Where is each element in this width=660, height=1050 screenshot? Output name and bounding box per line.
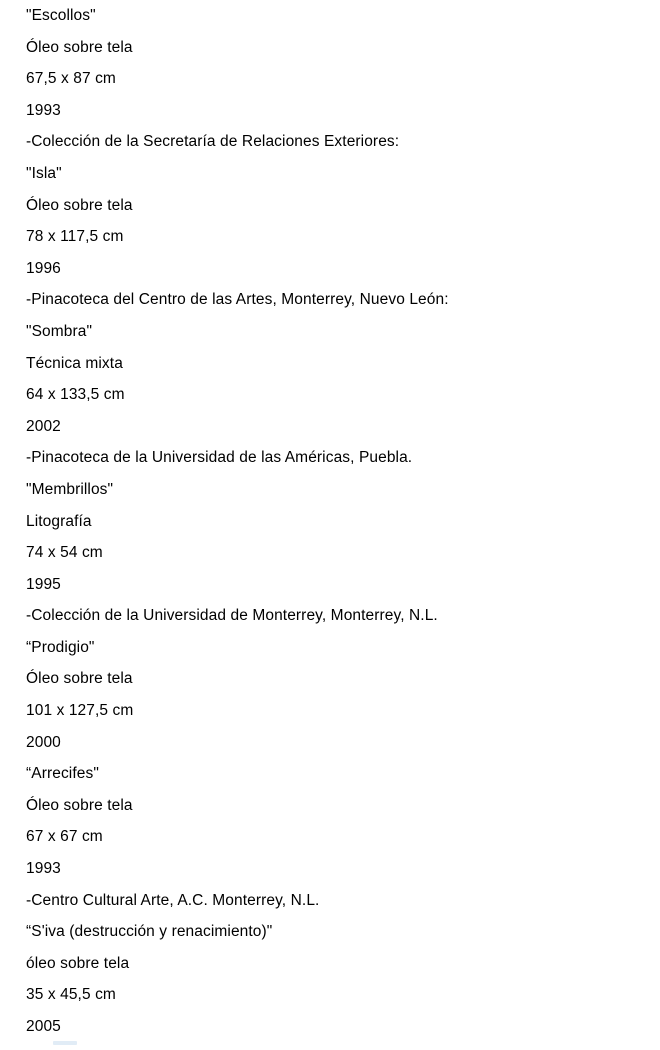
line-year: 2005 [26,1018,61,1035]
line-year: 1996 [26,259,61,277]
line-year: 2002 [26,417,61,435]
line-dimensions: 67 x 67 cm [26,828,103,846]
line-collection: -Pinacoteca de la Universidad de las Américas, Puebla. [26,449,413,467]
line-collection: -Pinacoteca del Centro de las Artes, Monterrey, Nuevo León: [26,291,449,309]
line-artwork-title: “S'iva (destrucción y renacimiento)" [26,923,273,941]
line-dimensions: 67,5 x 87 cm [26,70,116,88]
line-dimensions: 74 x 54 cm [26,544,103,562]
clipped-link-text-fragment [53,1041,77,1045]
line-technique: Óleo sobre tela [26,196,133,214]
line-dimensions: 35 x 45,5 cm [26,986,116,1004]
document-body [26,7,650,1050]
line-year: 1993 [26,860,61,878]
line-collection: -Centro Cultural Arte, A.C. Monterrey, N.L. [26,891,320,909]
line-artwork-title: "Isla" [26,164,62,182]
line-technique: Óleo sobre tela [26,38,133,56]
line-artwork-title: “Prodigio" [26,638,95,656]
line-dimensions: 78 x 117,5 cm [26,228,124,246]
line-year: 1995 [26,575,61,593]
line-dimensions: 101 x 127,5 cm [26,702,134,720]
line-technique: Óleo sobre tela [26,670,133,688]
line-artwork-title: "Membrillos" [26,480,114,498]
line-technique: Técnica mixta [26,354,123,372]
line-year: 2000 [26,733,61,751]
line-artwork-title: "Sombra" [26,322,93,340]
line-technique: Óleo sobre tela [26,796,133,814]
line-technique: Litografía [26,512,92,530]
line-collection: -Colección de la Secretaría de Relaciones Exteriores: [26,133,400,151]
line-artwork-title: "Escollos" [26,7,96,24]
line-collection: -Colección de la Universidad de Monterrey, Monterrey, N.L. [26,607,438,625]
line-artwork-title: “Arrecifes" [26,765,99,783]
line-year: 1993 [26,101,61,119]
line-dimensions: 64 x 133,5 cm [26,386,125,404]
line-technique: óleo sobre tela [26,954,130,972]
